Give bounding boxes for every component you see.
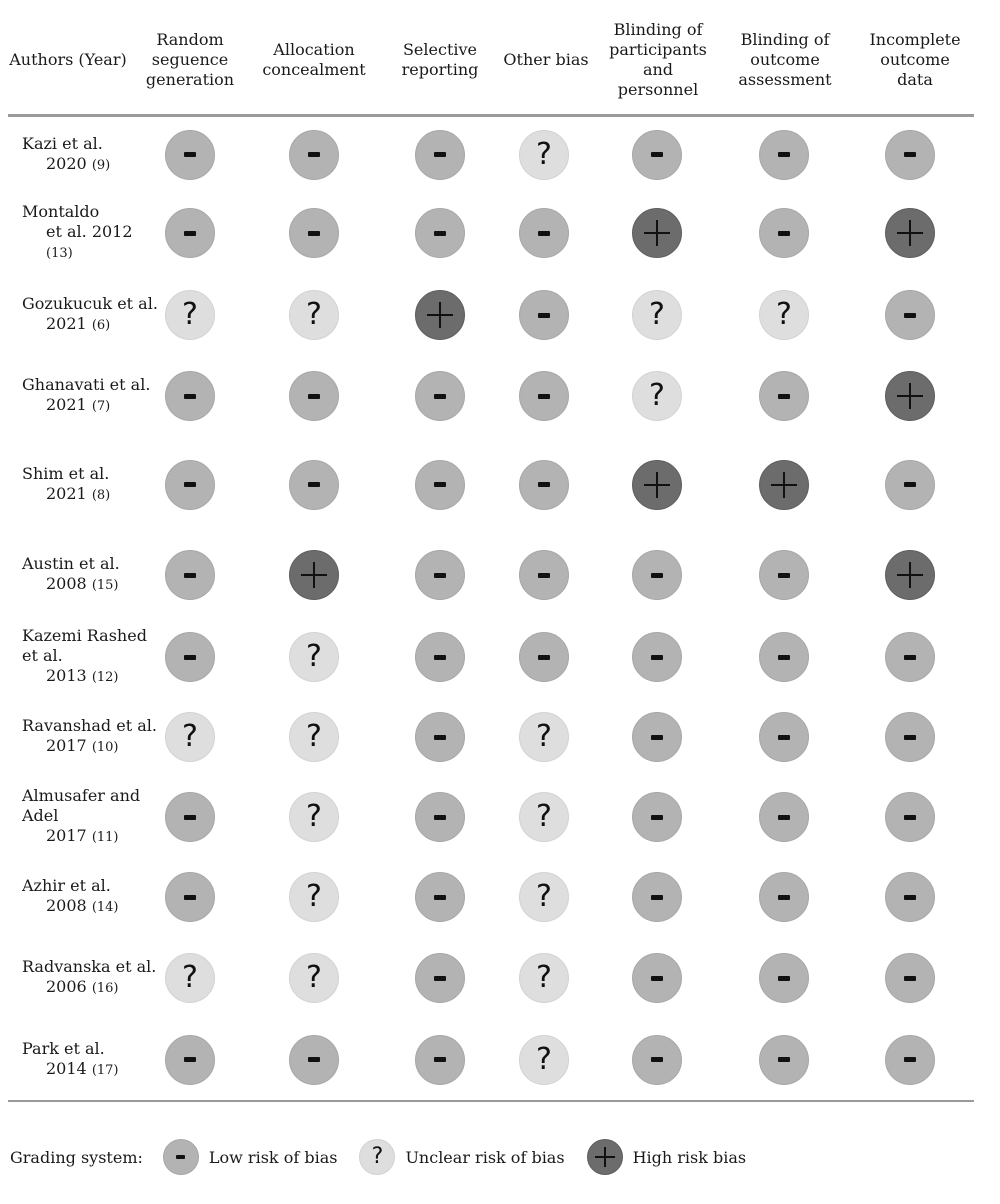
- high-risk-icon: [632, 208, 682, 258]
- low-risk-icon: [885, 290, 935, 340]
- cell-incomplete-outcome-data: [880, 937, 940, 1019]
- study-year: 2020: [46, 153, 87, 173]
- study-reference: (9): [91, 157, 111, 173]
- cell-selective-reporting: [410, 117, 470, 192]
- study-year-line: [0, 896, 160, 918]
- table-row: [0, 274, 1000, 356]
- cell-other-bias: [514, 533, 574, 617]
- cell-random-sequence-generation: [160, 192, 220, 274]
- cell-other-bias: [514, 117, 574, 192]
- study-author-montaldo-2012: [0, 192, 160, 274]
- study-author-name: Ravanshad et al.: [22, 716, 157, 735]
- cell-blinding-outcome: [754, 777, 814, 857]
- low-risk-icon: [632, 872, 682, 922]
- cell-allocation-concealment: [284, 356, 344, 436]
- study-reference: (10): [91, 740, 119, 755]
- study-author-name: Ghanavati et al.: [22, 375, 151, 394]
- cell-selective-reporting: [410, 274, 470, 356]
- study-author-ravanshad-2017: [0, 697, 160, 777]
- low-risk-icon: [885, 712, 935, 762]
- cell-incomplete-outcome-data: [880, 697, 940, 777]
- low-risk-icon: [519, 208, 569, 258]
- study-year-line: [0, 1059, 160, 1081]
- legend-item-unclear: [359, 1139, 564, 1175]
- unclear-risk-icon: ?: [289, 953, 339, 1003]
- cell-other-bias: [514, 436, 574, 533]
- low-risk-icon: [163, 1139, 199, 1175]
- cell-other-bias: [514, 697, 574, 777]
- low-risk-icon: [165, 208, 215, 258]
- cell-allocation-concealment: [284, 117, 344, 192]
- low-risk-icon: [632, 1035, 682, 1085]
- low-risk-icon: [165, 550, 215, 600]
- legend: [10, 1132, 768, 1182]
- cell-blinding-participants: [627, 436, 687, 533]
- unclear-risk-icon: ?: [632, 290, 682, 340]
- table-row: [0, 356, 1000, 436]
- study-author-kazi-2020: [0, 117, 160, 192]
- low-risk-icon: [289, 460, 339, 510]
- study-author-name: Almusafer and Adel: [22, 786, 141, 825]
- cell-blinding-participants: [627, 192, 687, 274]
- footer-divider: [8, 1100, 974, 1102]
- column-header-selective-reporting: Selective reporting: [401, 40, 479, 79]
- study-author-ghanavati-2021: [0, 356, 160, 436]
- cell-blinding-outcome: [754, 857, 814, 937]
- study-year: 2021: [46, 483, 87, 503]
- legend-text-low: Low risk of bias: [208, 1147, 338, 1167]
- legend-item-low: [163, 1139, 338, 1175]
- cell-random-sequence-generation: [160, 697, 220, 777]
- study-reference: (7): [91, 399, 111, 414]
- table-row: [0, 192, 1000, 274]
- study-reference: (8): [91, 487, 111, 503]
- cell-incomplete-outcome-data: [880, 436, 940, 533]
- table-row: [0, 1019, 1000, 1100]
- cell-blinding-participants: [627, 1019, 687, 1100]
- low-risk-icon: [885, 792, 935, 842]
- cell-allocation-concealment: [284, 533, 344, 617]
- cell-selective-reporting: [410, 697, 470, 777]
- study-year-line: [0, 666, 160, 688]
- cell-random-sequence-generation: [160, 533, 220, 617]
- study-reference: (12): [91, 670, 119, 685]
- cell-incomplete-outcome-data: [880, 857, 940, 937]
- study-author-park-2014: [0, 1019, 160, 1100]
- cell-incomplete-outcome-data: [880, 777, 940, 857]
- low-risk-icon: [289, 371, 339, 421]
- legend-text-unclear: Unclear risk of bias: [405, 1147, 565, 1167]
- study-author-name: Shim et al.: [22, 463, 110, 483]
- low-risk-icon: [759, 208, 809, 258]
- low-risk-icon: [759, 953, 809, 1003]
- study-year: et al. 2012: [46, 222, 133, 241]
- study-reference: (13): [46, 246, 73, 261]
- study-author-name: Kazi et al.: [22, 133, 103, 153]
- study-year-line: [0, 484, 160, 506]
- study-year: 2006: [46, 977, 87, 996]
- cell-random-sequence-generation: [160, 937, 220, 1019]
- study-author-kazemi-rashed-2013: [0, 617, 160, 697]
- column-header-other-bias: Other bias: [503, 50, 589, 69]
- study-author-radvanska-2006: [0, 937, 160, 1019]
- low-risk-icon: [165, 1035, 215, 1085]
- cell-blinding-outcome: [754, 274, 814, 356]
- study-author-name: Azhir et al.: [22, 876, 111, 895]
- cell-selective-reporting: [410, 857, 470, 937]
- low-risk-icon: [415, 953, 465, 1003]
- column-header-random-sequence-generation: Random seguence generation: [145, 30, 235, 89]
- study-year-line: [0, 222, 160, 264]
- study-year: 2021: [46, 395, 87, 414]
- cell-other-bias: [514, 857, 574, 937]
- legend-label: Grading system:: [10, 1147, 143, 1167]
- table-row: [0, 533, 1000, 617]
- cell-selective-reporting: [410, 1019, 470, 1100]
- low-risk-icon: [165, 792, 215, 842]
- study-author-name: Austin et al.: [22, 554, 120, 573]
- unclear-risk-icon: ?: [519, 712, 569, 762]
- table-row: [0, 697, 1000, 777]
- study-year-line: [0, 977, 160, 999]
- table-row: [0, 937, 1000, 1019]
- cell-allocation-concealment: [284, 777, 344, 857]
- cell-incomplete-outcome-data: [880, 117, 940, 192]
- study-author-name: Gozukucuk et al.: [22, 294, 158, 313]
- column-header-blinding-outcome: Blinding of outcome assessment: [738, 30, 832, 89]
- cell-selective-reporting: [410, 777, 470, 857]
- cell-random-sequence-generation: [160, 356, 220, 436]
- study-year-line: [0, 154, 160, 176]
- study-year-line: [0, 736, 160, 758]
- cell-blinding-participants: [627, 117, 687, 192]
- cell-selective-reporting: [410, 533, 470, 617]
- table-body: [0, 117, 1000, 1100]
- cell-other-bias: [514, 777, 574, 857]
- unclear-risk-icon: ?: [519, 872, 569, 922]
- low-risk-icon: [632, 953, 682, 1003]
- column-header-incomplete-outcome-data: Incomplete outcome data: [869, 30, 961, 89]
- unclear-risk-icon: ?: [359, 1139, 395, 1175]
- low-risk-icon: [632, 632, 682, 682]
- study-author-azhir-2008: [0, 857, 160, 937]
- cell-blinding-outcome: [754, 617, 814, 697]
- unclear-risk-icon: ?: [165, 712, 215, 762]
- study-author-almusafer-adel-2017: [0, 777, 160, 857]
- cell-allocation-concealment: [284, 617, 344, 697]
- legend-item-high: [587, 1139, 747, 1175]
- high-risk-icon: [885, 371, 935, 421]
- cell-blinding-outcome: [754, 533, 814, 617]
- low-risk-icon: [415, 712, 465, 762]
- cell-blinding-participants: [627, 617, 687, 697]
- table-row: [0, 117, 1000, 192]
- cell-blinding-participants: [627, 777, 687, 857]
- cell-selective-reporting: [410, 192, 470, 274]
- cell-selective-reporting: [410, 617, 470, 697]
- cell-random-sequence-generation: [160, 274, 220, 356]
- column-header-blinding-participants: Blinding of participants and personnel: [609, 20, 707, 99]
- cell-blinding-outcome: [754, 1019, 814, 1100]
- cell-allocation-concealment: [284, 436, 344, 533]
- study-reference: (17): [91, 1062, 119, 1078]
- cell-blinding-outcome: [754, 697, 814, 777]
- cell-blinding-outcome: [754, 117, 814, 192]
- table-header: [0, 0, 1000, 115]
- low-risk-icon: [759, 872, 809, 922]
- cell-blinding-outcome: [754, 192, 814, 274]
- cell-incomplete-outcome-data: [880, 1019, 940, 1100]
- cell-random-sequence-generation: [160, 436, 220, 533]
- cell-selective-reporting: [410, 436, 470, 533]
- unclear-risk-icon: ?: [289, 872, 339, 922]
- study-author-name: Park et al.: [22, 1038, 105, 1058]
- low-risk-icon: [415, 632, 465, 682]
- cell-blinding-outcome: [754, 436, 814, 533]
- low-risk-icon: [165, 371, 215, 421]
- cell-incomplete-outcome-data: [880, 617, 940, 697]
- low-risk-icon: [759, 550, 809, 600]
- study-year-line: [0, 574, 160, 596]
- cell-incomplete-outcome-data: [880, 356, 940, 436]
- high-risk-icon: [885, 550, 935, 600]
- cell-random-sequence-generation: [160, 617, 220, 697]
- unclear-risk-icon: ?: [165, 953, 215, 1003]
- study-year-line: [0, 395, 160, 417]
- cell-random-sequence-generation: [160, 1019, 220, 1100]
- low-risk-icon: [415, 130, 465, 180]
- low-risk-icon: [632, 712, 682, 762]
- study-reference: (6): [91, 318, 111, 333]
- study-year: 2014: [46, 1058, 87, 1078]
- low-risk-icon: [415, 460, 465, 510]
- low-risk-icon: [289, 208, 339, 258]
- table-row: [0, 617, 1000, 697]
- cell-other-bias: [514, 617, 574, 697]
- unclear-risk-icon: ?: [289, 290, 339, 340]
- low-risk-icon: [415, 208, 465, 258]
- low-risk-icon: [759, 371, 809, 421]
- low-risk-icon: [759, 1035, 809, 1085]
- cell-random-sequence-generation: [160, 777, 220, 857]
- low-risk-icon: [885, 632, 935, 682]
- study-author-austin-2008: [0, 533, 160, 617]
- low-risk-icon: [415, 1035, 465, 1085]
- cell-allocation-concealment: [284, 937, 344, 1019]
- cell-other-bias: [514, 937, 574, 1019]
- low-risk-icon: [165, 130, 215, 180]
- low-risk-icon: [885, 953, 935, 1003]
- low-risk-icon: [519, 632, 569, 682]
- low-risk-icon: [632, 130, 682, 180]
- cell-blinding-participants: [627, 937, 687, 1019]
- cell-selective-reporting: [410, 937, 470, 1019]
- low-risk-icon: [415, 550, 465, 600]
- cell-selective-reporting: [410, 356, 470, 436]
- high-risk-icon: [885, 208, 935, 258]
- low-risk-icon: [289, 130, 339, 180]
- cell-random-sequence-generation: [160, 857, 220, 937]
- cell-incomplete-outcome-data: [880, 533, 940, 617]
- unclear-risk-icon: ?: [759, 290, 809, 340]
- column-header-authors: Authors (Year): [9, 50, 127, 69]
- cell-allocation-concealment: [284, 274, 344, 356]
- study-year: 2021: [46, 314, 87, 333]
- low-risk-icon: [632, 550, 682, 600]
- study-author-name: Radvanska et al.: [22, 957, 157, 976]
- low-risk-icon: [415, 792, 465, 842]
- low-risk-icon: [415, 371, 465, 421]
- low-risk-icon: [885, 872, 935, 922]
- cell-blinding-participants: [627, 857, 687, 937]
- cell-allocation-concealment: [284, 1019, 344, 1100]
- low-risk-icon: [165, 872, 215, 922]
- column-header-allocation-concealment: Allocation concealment: [262, 40, 366, 79]
- unclear-risk-icon: ?: [289, 712, 339, 762]
- low-risk-icon: [289, 1035, 339, 1085]
- cell-incomplete-outcome-data: [880, 274, 940, 356]
- study-year: 2017: [46, 826, 87, 845]
- cell-other-bias: [514, 1019, 574, 1100]
- low-risk-icon: [519, 460, 569, 510]
- study-year-line: [0, 826, 160, 848]
- study-year: 2008: [46, 574, 87, 593]
- study-year: 2008: [46, 896, 87, 915]
- unclear-risk-icon: ?: [289, 792, 339, 842]
- unclear-risk-icon: ?: [519, 130, 569, 180]
- low-risk-icon: [759, 130, 809, 180]
- high-risk-icon: [632, 460, 682, 510]
- cell-allocation-concealment: [284, 697, 344, 777]
- study-year: 2017: [46, 736, 87, 755]
- low-risk-icon: [759, 712, 809, 762]
- study-reference: (11): [91, 830, 119, 845]
- low-risk-icon: [519, 371, 569, 421]
- low-risk-icon: [165, 632, 215, 682]
- low-risk-icon: [519, 290, 569, 340]
- table-row: [0, 857, 1000, 937]
- study-reference: (15): [91, 578, 119, 593]
- low-risk-icon: [519, 550, 569, 600]
- low-risk-icon: [885, 130, 935, 180]
- cell-other-bias: [514, 274, 574, 356]
- cell-allocation-concealment: [284, 192, 344, 274]
- legend-text-high: High risk bias: [632, 1147, 747, 1167]
- high-risk-icon: [587, 1139, 623, 1175]
- high-risk-icon: [415, 290, 465, 340]
- cell-blinding-participants: [627, 356, 687, 436]
- table-row: [0, 777, 1000, 857]
- cell-blinding-outcome: [754, 937, 814, 1019]
- unclear-risk-icon: ?: [165, 290, 215, 340]
- unclear-risk-icon: ?: [289, 632, 339, 682]
- table-row: [0, 436, 1000, 533]
- study-author-name: Montaldo: [22, 202, 100, 221]
- cell-blinding-participants: [627, 274, 687, 356]
- low-risk-icon: [885, 460, 935, 510]
- low-risk-icon: [632, 792, 682, 842]
- unclear-risk-icon: ?: [519, 953, 569, 1003]
- high-risk-icon: [759, 460, 809, 510]
- cell-blinding-participants: [627, 533, 687, 617]
- cell-other-bias: [514, 192, 574, 274]
- unclear-risk-icon: ?: [632, 371, 682, 421]
- study-reference: (14): [91, 900, 119, 915]
- unclear-risk-icon: ?: [519, 1035, 569, 1085]
- cell-incomplete-outcome-data: [880, 192, 940, 274]
- study-year: 2013: [46, 666, 87, 685]
- cell-blinding-outcome: [754, 356, 814, 436]
- low-risk-icon: [759, 632, 809, 682]
- study-author-name: Kazemi Rashed et al.: [22, 626, 147, 665]
- high-risk-icon: [289, 550, 339, 600]
- study-reference: (16): [91, 981, 119, 996]
- cell-allocation-concealment: [284, 857, 344, 937]
- low-risk-icon: [885, 1035, 935, 1085]
- unclear-risk-icon: ?: [519, 792, 569, 842]
- study-author-gozukucuk-2021: [0, 274, 160, 356]
- low-risk-icon: [165, 460, 215, 510]
- study-year-line: [0, 314, 160, 336]
- cell-other-bias: [514, 356, 574, 436]
- low-risk-icon: [759, 792, 809, 842]
- cell-random-sequence-generation: [160, 117, 220, 192]
- cell-blinding-participants: [627, 697, 687, 777]
- study-author-shim-2021: [0, 436, 160, 533]
- low-risk-icon: [415, 872, 465, 922]
